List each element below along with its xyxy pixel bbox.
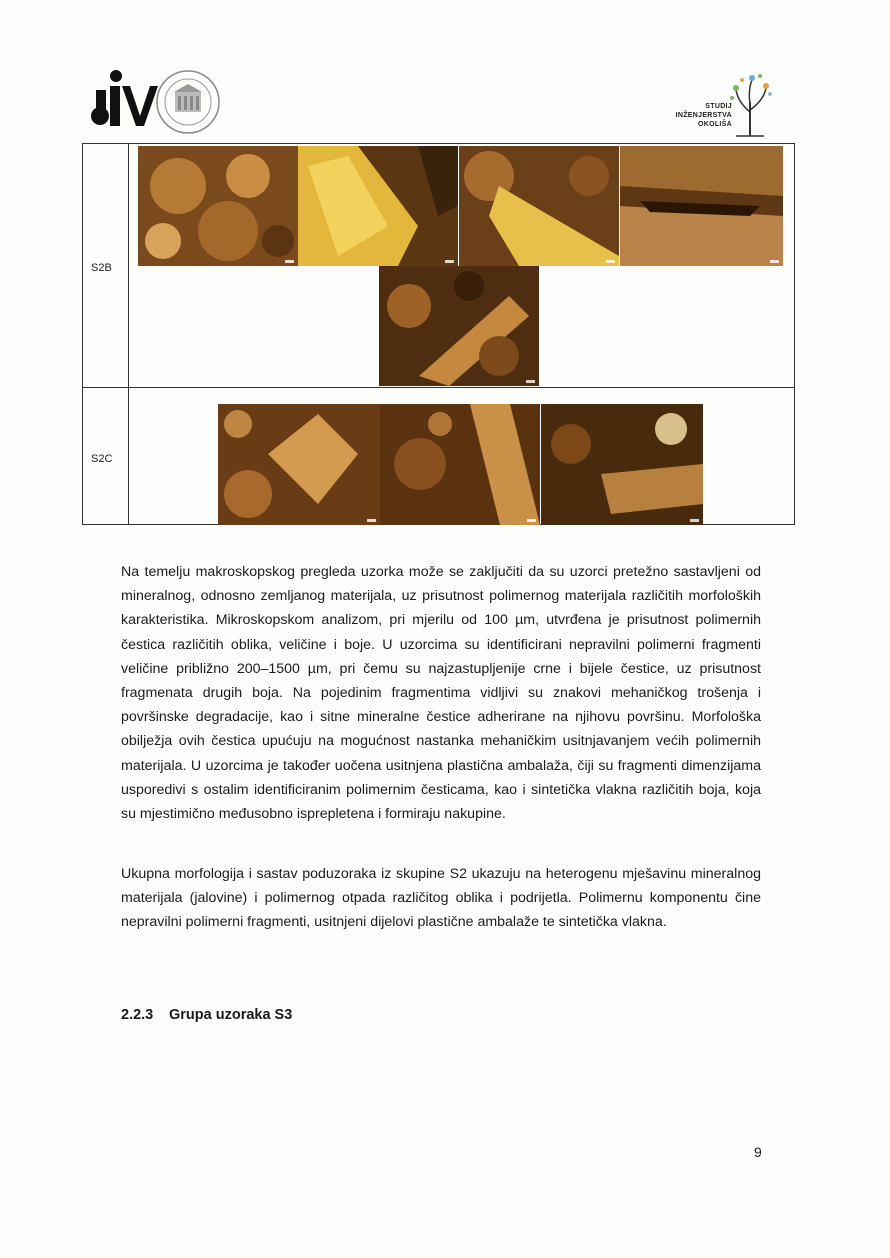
faculty-logo <box>88 68 223 138</box>
scale-bar <box>770 260 779 263</box>
logo-line-1: STUDIJ <box>705 103 732 110</box>
micrograph-s2b-3 <box>459 146 619 266</box>
row-label-s2b: S2B <box>91 262 112 274</box>
micrograph-s2b-5 <box>379 266 539 386</box>
micrograph-s2c-1 <box>218 404 380 525</box>
scale-bar <box>285 260 294 263</box>
scale-bar <box>367 519 376 522</box>
logo-line-2: INŽENJERSTVA <box>675 112 732 119</box>
section-number: 2.2.3 <box>121 1007 154 1023</box>
micrograph-s2b-4 <box>620 146 783 266</box>
scale-bar <box>526 380 535 383</box>
page-number: 9 <box>754 1144 762 1160</box>
micrograph-s2b-1 <box>138 146 298 266</box>
scale-bar <box>606 260 615 263</box>
paragraph-1: Na temelju makroskopskog pregleda uzorka može se zaključiti da su uzorci pretežno sastavljeni od mineralnog, odnosno zemljanog materijala, uz prisutnost polimernog materijala različitih morfoloških karakteristika. Mikroskopskom analizom, pri mjerilu od 100 µm, utvrđena je prisutnost polimernih čestica različitih oblika, veličine i boje. U uzorcima su identificirani nepravilni polimerni fragmenti veličine približno 200–1500 µm, pri čemu su najzastupljenije crne i bijele čestice, uz prisutnost fragmenata drugih boja. Na pojedinim fragmentima vidljivi su znakovi mehaničkog trošenja i površinske degradacije, kao i sitne mineralne čestice adherirane na njihovu površinu. Morfološka obilježja ovih čestica upućuju na mogućnost nastanka mehaničkim usitnjavanjem većih polimernih materijala. U uzorcima je također uočena usitnjena plastična ambalaža, čiji su fragmenti dimenzijama usporedivi s ostalim identificiranim polimernim česticama, kao i sintetička vlakna različitih boja, koja su mjestimično međusobno isprepletena i formiraju nakupine. <box>121 564 761 823</box>
logo-line-3: OKOLIŠA <box>698 121 732 128</box>
scale-bar <box>527 519 536 522</box>
program-logo <box>640 62 780 138</box>
section-heading <box>121 1007 292 1023</box>
scale-bar <box>690 519 699 522</box>
paragraph-2: Ukupna morfologija i sastav poduzoraka iz skupine S2 ukazuju na heterogenu mješavinu mineralnog materijala (jalovine) i polimernog otpada različitog oblika i podrijetla. Polimernu komponentu čine nepravilni polimerni fragmenti, usitnjeni dijelovi plastične ambalaže te sintetička vlakna. <box>121 866 761 931</box>
section-title: Grupa uzoraka S3 <box>169 1007 293 1023</box>
sample-photo-table <box>82 143 795 525</box>
program-logo-text <box>676 102 732 129</box>
row-label-s2c: S2C <box>91 453 113 465</box>
column-divider <box>128 144 129 524</box>
micrograph-s2c-3 <box>541 404 703 525</box>
micrograph-s2c-2 <box>380 404 540 525</box>
micrograph-s2b-2 <box>298 146 458 266</box>
scale-bar <box>445 260 454 263</box>
row-divider <box>83 387 794 388</box>
